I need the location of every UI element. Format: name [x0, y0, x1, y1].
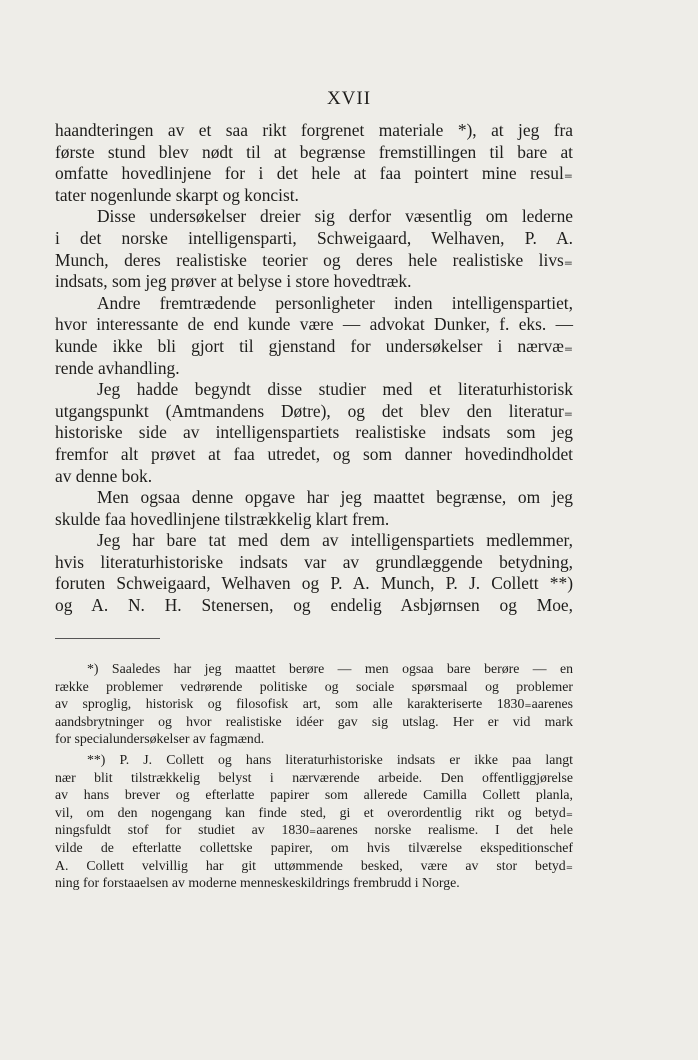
footnote-line: række problemer vedrørende politiske og sociale spørsmaal og problemer	[55, 678, 573, 694]
footnote-line: ning for forstaaelsen av moderne menneskeskildrings frembrudd i Norge.	[55, 875, 460, 891]
footnote-line: A. Collett velvillig har git uttømmende besked, være av stor betyd₌	[55, 857, 573, 873]
body-line: haandteringen av et saa rikt forgrenet materiale *), at jeg fra	[55, 120, 573, 140]
body-text	[55, 120, 573, 617]
body-line: hvor interessante de end kunde være — advokat Dunker, f. eks. —	[55, 314, 573, 335]
body-line: foruten Schweigaard, Welhaven og P. A. Munch, P. J. Collett **)	[55, 573, 573, 594]
body-line: omfatte hovedlinjene for i det hele at faa pointert mine resul₌	[55, 163, 573, 184]
body-line: Munch, deres realistiske teorier og deres hele realistiske livs₌	[55, 249, 573, 270]
footnote-line: vilde de efterlatte collettske papirer, om hvis tilværelse ekspeditionschef	[55, 839, 573, 855]
footnote-line: **) P. J. Collett og hans literaturhistoriske indsats er ikke paa langt	[87, 751, 573, 767]
body-line: første stund blev nødt til at begrænse fremstillingen til bare at	[55, 141, 573, 162]
footnote-line: av sproglig, historisk og filosofisk art, som alle karakteriserte 1830₌aarenes	[55, 696, 573, 712]
page-number: XVII	[326, 88, 372, 109]
footnote-line: av hans brever og efterlatte papirer som allerede Camilla Collett planla,	[55, 787, 573, 803]
footnotes	[55, 660, 573, 892]
body-line: Jeg hadde begyndt disse studier med et literaturhistorisk	[97, 379, 573, 400]
footnote-line: nær blit tilstrækkelig belyst i nærværende arbeide. Den offentliggjørelse	[55, 769, 573, 785]
footnote-line: aandsbrytninger og hvor realistiske idéer gav sig utslag. Her er vid mark	[55, 713, 573, 729]
body-line: og A. N. H. Stenersen, og endelig Asbjørnsen og Moe,	[55, 595, 573, 616]
body-line: utgangspunkt (Amtmandens Døtre), og det blev den literatur₌	[55, 400, 573, 421]
footnote-separator	[55, 638, 160, 639]
body-line: indsats, som jeg prøver at belyse i store hovedtræk.	[55, 271, 412, 292]
body-line: Disse undersøkelser dreier sig derfor væsentlig om lederne	[97, 206, 573, 227]
body-line: Men ogsaa denne opgave har jeg maattet begrænse, om jeg	[97, 487, 573, 508]
body-line: skulde faa hovedlinjene tilstrækkelig klart frem.	[55, 508, 390, 529]
footnote-line: for specialundersøkelser av fagmænd.	[55, 731, 265, 747]
body-line: kunde ikke bli gjort til gjenstand for undersøkelser i nærvæ₌	[55, 335, 573, 356]
footnote-line: vil, om den nogengang kan finde sted, gi et overordentlig rikt og betyd₌	[55, 804, 573, 820]
body-line: i det norske intelligensparti, Schweigaard, Welhaven, P. A.	[55, 227, 573, 248]
footnote-line: ningsfuldt stof for studiet av 1830₌aarenes norske realisme. I det hele	[55, 822, 573, 838]
body-line: tater nogenlunde skarpt og koncist.	[55, 184, 299, 205]
body-line: fremfor alt prøvet at faa utredet, og som danner hovedindholdet	[55, 443, 573, 464]
body-line: av denne bok.	[55, 465, 153, 486]
footnote-line: *) Saaledes har jeg maattet berøre — men ogsaa bare berøre — en	[87, 661, 573, 676]
body-line: hvis literaturhistoriske indsats var av grundlæggende betydning,	[55, 551, 573, 572]
body-line: historiske side av intelligenspartiets realistiske indsats som jeg	[55, 422, 573, 443]
body-line: Andre fremtrædende personligheter inden intelligenspartiet,	[97, 292, 573, 313]
body-line: rende avhandling.	[55, 357, 180, 378]
body-line: Jeg har bare tat med dem av intelligenspartiets medlemmer,	[97, 530, 573, 551]
